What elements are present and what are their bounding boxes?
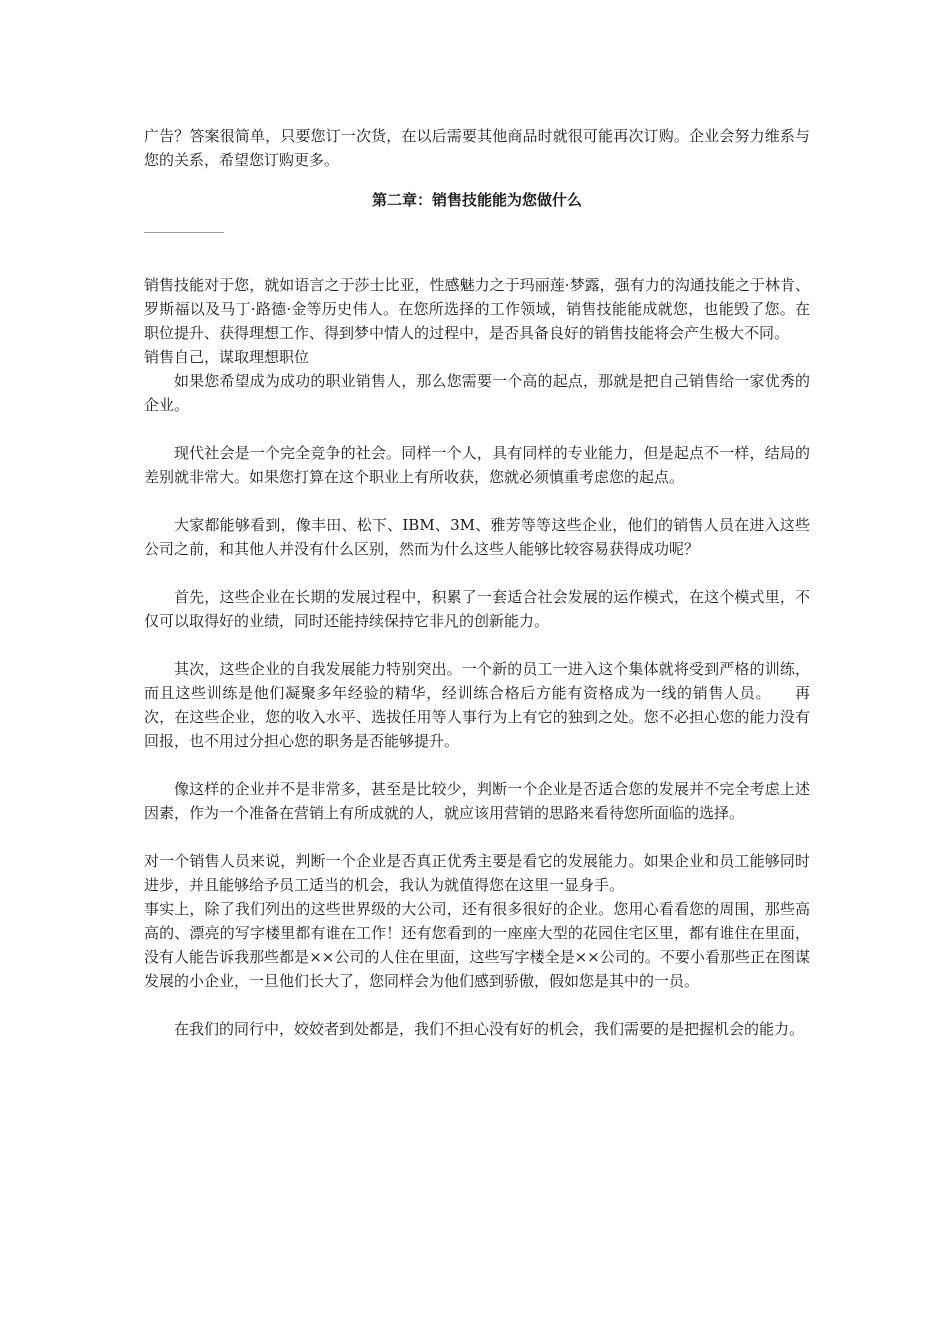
paragraph-2: 如果您希望成为成功的职业销售人，那么您需要一个高的起点，那就是把自己销售给一家优秀的企业。 bbox=[144, 372, 810, 414]
paragraph-5: 首先，这些企业在长期的发展过程中，积累了一套适合社会发展的运作模式，在这个模式里，不仅可以取得好的业绩，同时还能持续保持它非凡的创新能力。 bbox=[144, 588, 810, 630]
paragraph-8: 对一个销售人员来说，判断一个企业是否真正优秀主要是看它的发展能力。如果企业和员工能够同时进步，并且能够给予员工适当的机会，我认为就值得您在这里一显身手。 bbox=[144, 852, 810, 894]
subheading: 销售自己，谋取理想职位 bbox=[144, 348, 310, 366]
paragraph-7: 像这样的企业并不是非常多，甚至是比较少，判断一个企业是否适合您的发展并不完全考虑上述因素，作为一个准备在营销上有所成就的人，就应该用营销的思路来看待您所面临的选择。 bbox=[144, 780, 810, 822]
paragraph-6: 其次，这些企业的自我发展能力特别突出。一个新的员工一进入这个集体就将受到严格的训练，而且这些训练是他们凝聚多年经验的精华，经训练合格后方能有资格成为一线的销售人员。 再次，在这些企业，您的收入水平、选拔任用等人事行为上有它的独到之处。您不必担心您的能力没有回报，也不用过分担心您的职务是否能够提升。 bbox=[144, 660, 810, 750]
paragraph-9: 事实上，除了我们列出的这些世界级的大公司，还有很多很好的企业。您用心看看您的周围，那些高高的、漂亮的写字楼里都有谁在工作！还有您看到的一座座大型的花园住宅区里，都有谁住在里面，没有人能告诉我那些都是××公司的人住在里面，这些写字楼全是××公司的。不要小看那些正在图谋发展的小企业，一旦他们长大了，您同样会为他们感到骄傲，假如您是其中的一员。 bbox=[144, 900, 810, 990]
chapter-title: 第二章：销售技能能为您做什么 bbox=[371, 191, 582, 209]
paragraph-1: 销售技能对于您，就如语言之于莎士比亚，性感魅力之于玛丽莲·梦露，强有力的沟通技能之于林肯、罗斯福以及马丁·路德·金等历史伟人。在您所选择的工作领域，销售技能能成就您，也能毁了您。在职位提升、获得理想工作、得到梦中情人的过程中，是否具备良好的销售技能将会产生极大不同。 bbox=[144, 276, 810, 342]
intro-paragraph: 广告？答案很简单，只要您订一次货，在以后需要其他商品时就很可能再次订购。企业会努力维系与您的关系，希望您订购更多。 bbox=[144, 127, 810, 169]
paragraph-10: 在我们的同行中，姣姣者到处都是，我们不担心没有好的机会，我们需要的是把握机会的能力。 bbox=[174, 1020, 805, 1038]
document-page bbox=[144, 124, 810, 1041]
divider bbox=[144, 232, 224, 233]
paragraph-3: 现代社会是一个完全竞争的社会。同样一个人，具有同样的专业能力，但是起点不一样，结局的差别就非常大。如果您打算在这个职业上有所收获，您就必须慎重考虑您的起点。 bbox=[144, 444, 810, 486]
paragraph-4: 大家都能够看到，像丰田、松下、IBM、3M、雅芳等等这些企业，他们的销售人员在进入这些公司之前，和其他人并没有什么区别，然而为什么这些人能够比较容易获得成功呢？ bbox=[144, 516, 810, 558]
